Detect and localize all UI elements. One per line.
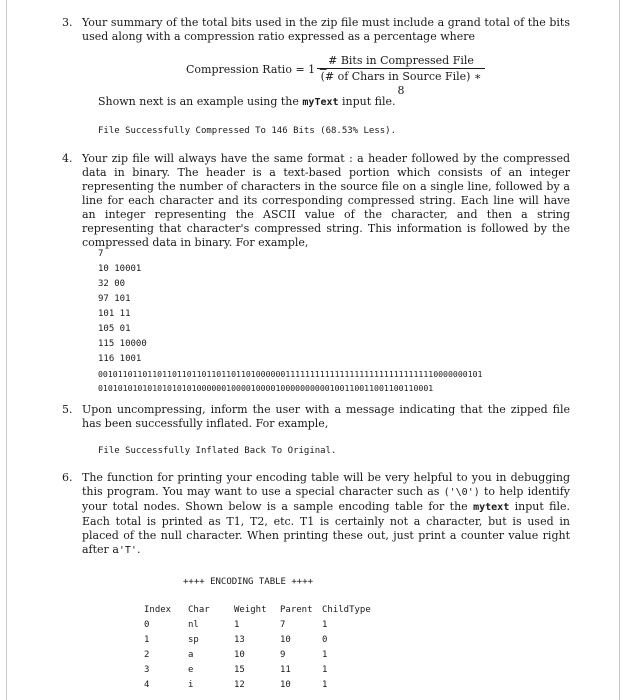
compressed-output: File Successfully Compressed To 146 Bits (68.53% Less).	[98, 126, 397, 136]
item-6-code-t: 'T'	[118, 545, 137, 556]
code-line: 101 11	[98, 309, 131, 319]
code-line: 116 1001	[98, 354, 142, 364]
item-3-paragraph	[62, 16, 570, 44]
example-code: myText	[302, 97, 339, 108]
item-5-paragraph	[62, 403, 570, 431]
cell-char: sp	[188, 634, 199, 645]
item-3-example-line	[98, 95, 396, 110]
item-3-number: 3.	[62, 16, 73, 29]
header-weight: Weight	[234, 604, 267, 615]
code-line: 97 101	[98, 294, 131, 304]
cell-index: 2	[144, 649, 150, 660]
item-6-code-null: ('\0')	[443, 487, 480, 498]
code-line: 115 10000	[98, 339, 147, 349]
inflated-output: File Successfully Inflated Back To Original.	[98, 446, 337, 456]
cell-childtype: 1	[322, 619, 328, 630]
cell-char: a	[188, 649, 194, 660]
table-header-row	[144, 602, 371, 617]
table-row	[144, 647, 371, 662]
cell-childtype: 1	[322, 649, 328, 660]
item-4-paragraph	[62, 152, 570, 250]
cell-weight: 13	[234, 634, 245, 645]
encoding-table	[144, 602, 371, 692]
binary-data-line: 01010101010101010101000000100001000010000000000100110011001100110001	[98, 383, 434, 393]
cell-index: 1	[144, 634, 150, 645]
cell-weight: 10	[234, 649, 245, 660]
cell-childtype: 1	[322, 664, 328, 675]
item-6-number: 6.	[62, 471, 73, 484]
item-6-code-mytext: mytext	[473, 502, 510, 513]
cell-parent: 11	[280, 664, 291, 675]
item-5-number: 5.	[62, 403, 73, 416]
cell-parent: 10	[280, 679, 291, 690]
formula-numerator: # Bits in Compressed File	[328, 54, 474, 67]
header-childtype: ChildType	[322, 604, 371, 615]
formula-fraction	[317, 54, 485, 98]
table-row	[144, 617, 371, 632]
cell-childtype: 1	[322, 679, 328, 690]
item-6-text-b: to help identify your total nodes. Shown below is a sample encoding table for the	[82, 485, 570, 513]
header-char: Char	[188, 604, 210, 615]
header-parent: Parent	[280, 604, 313, 615]
header-index: Index	[144, 604, 172, 615]
table-row	[144, 632, 371, 647]
table-row	[144, 662, 371, 677]
item-6-text-d: .	[136, 543, 141, 556]
item-6-paragraph	[62, 471, 571, 558]
example-suffix: input file.	[342, 95, 396, 108]
cell-char: nl	[188, 619, 199, 630]
cell-childtype: 0	[322, 634, 328, 645]
formula-denominator: (# of Chars in Source File) ∗ 8	[317, 68, 485, 98]
code-line: 7	[98, 249, 104, 259]
code-line: 32 00	[98, 279, 126, 289]
cell-weight: 1	[234, 619, 240, 630]
formula-label: Compression Ratio = 1 −	[186, 63, 328, 76]
table-row	[144, 677, 371, 692]
item-3-text: Your summary of the total bits used in the zip file must include a grand total of the bits used along with a compression ratio expressed as a percentage where	[82, 16, 570, 43]
cell-weight: 15	[234, 664, 245, 675]
item-6-text-c: input file. Each total is printed as T1, T2, etc. T1 is certainly not a character, but is used in placed of the null character. When printing these out, just print a counter value right after a	[82, 500, 571, 556]
encoding-table-title: ++++ ENCODING TABLE ++++	[183, 577, 314, 587]
cell-index: 4	[144, 679, 150, 690]
item-4-text: Your zip file will always have the same format : a header followed by the compressed data in binary. The header is a text-based portion which consists of an integer representing the number of characters in the source file on a single line, followed by a line for each character and its corresponding compressed string. Each line will have an integer representing the ASCII value of the character, and then a string representing that character's compressed string. This information is followed by the compressed data in binary. For example,	[82, 152, 570, 249]
code-line: 10 10001	[98, 264, 142, 274]
binary-data-line: 001011011011011011011011011011010000001111111111111111111111111111110000000101	[98, 369, 483, 379]
cell-char: i	[188, 679, 194, 690]
cell-index: 0	[144, 619, 150, 630]
cell-parent: 10	[280, 634, 291, 645]
cell-parent: 7	[280, 619, 286, 630]
code-line: 105 01	[98, 324, 131, 334]
cell-char: e	[188, 664, 194, 675]
cell-index: 3	[144, 664, 150, 675]
item-4-number: 4.	[62, 152, 73, 165]
item-5-text: Upon uncompressing, inform the user with a message indicating that the zipped file has been successfully inflated. For example,	[82, 403, 570, 430]
cell-parent: 9	[280, 649, 286, 660]
item-6-text-a: The function for printing your encoding table will be very helpful to you in debugging this program. You may want to use a special character such as	[82, 471, 570, 498]
example-prefix: Shown next is an example using the	[98, 95, 299, 108]
cell-weight: 12	[234, 679, 245, 690]
